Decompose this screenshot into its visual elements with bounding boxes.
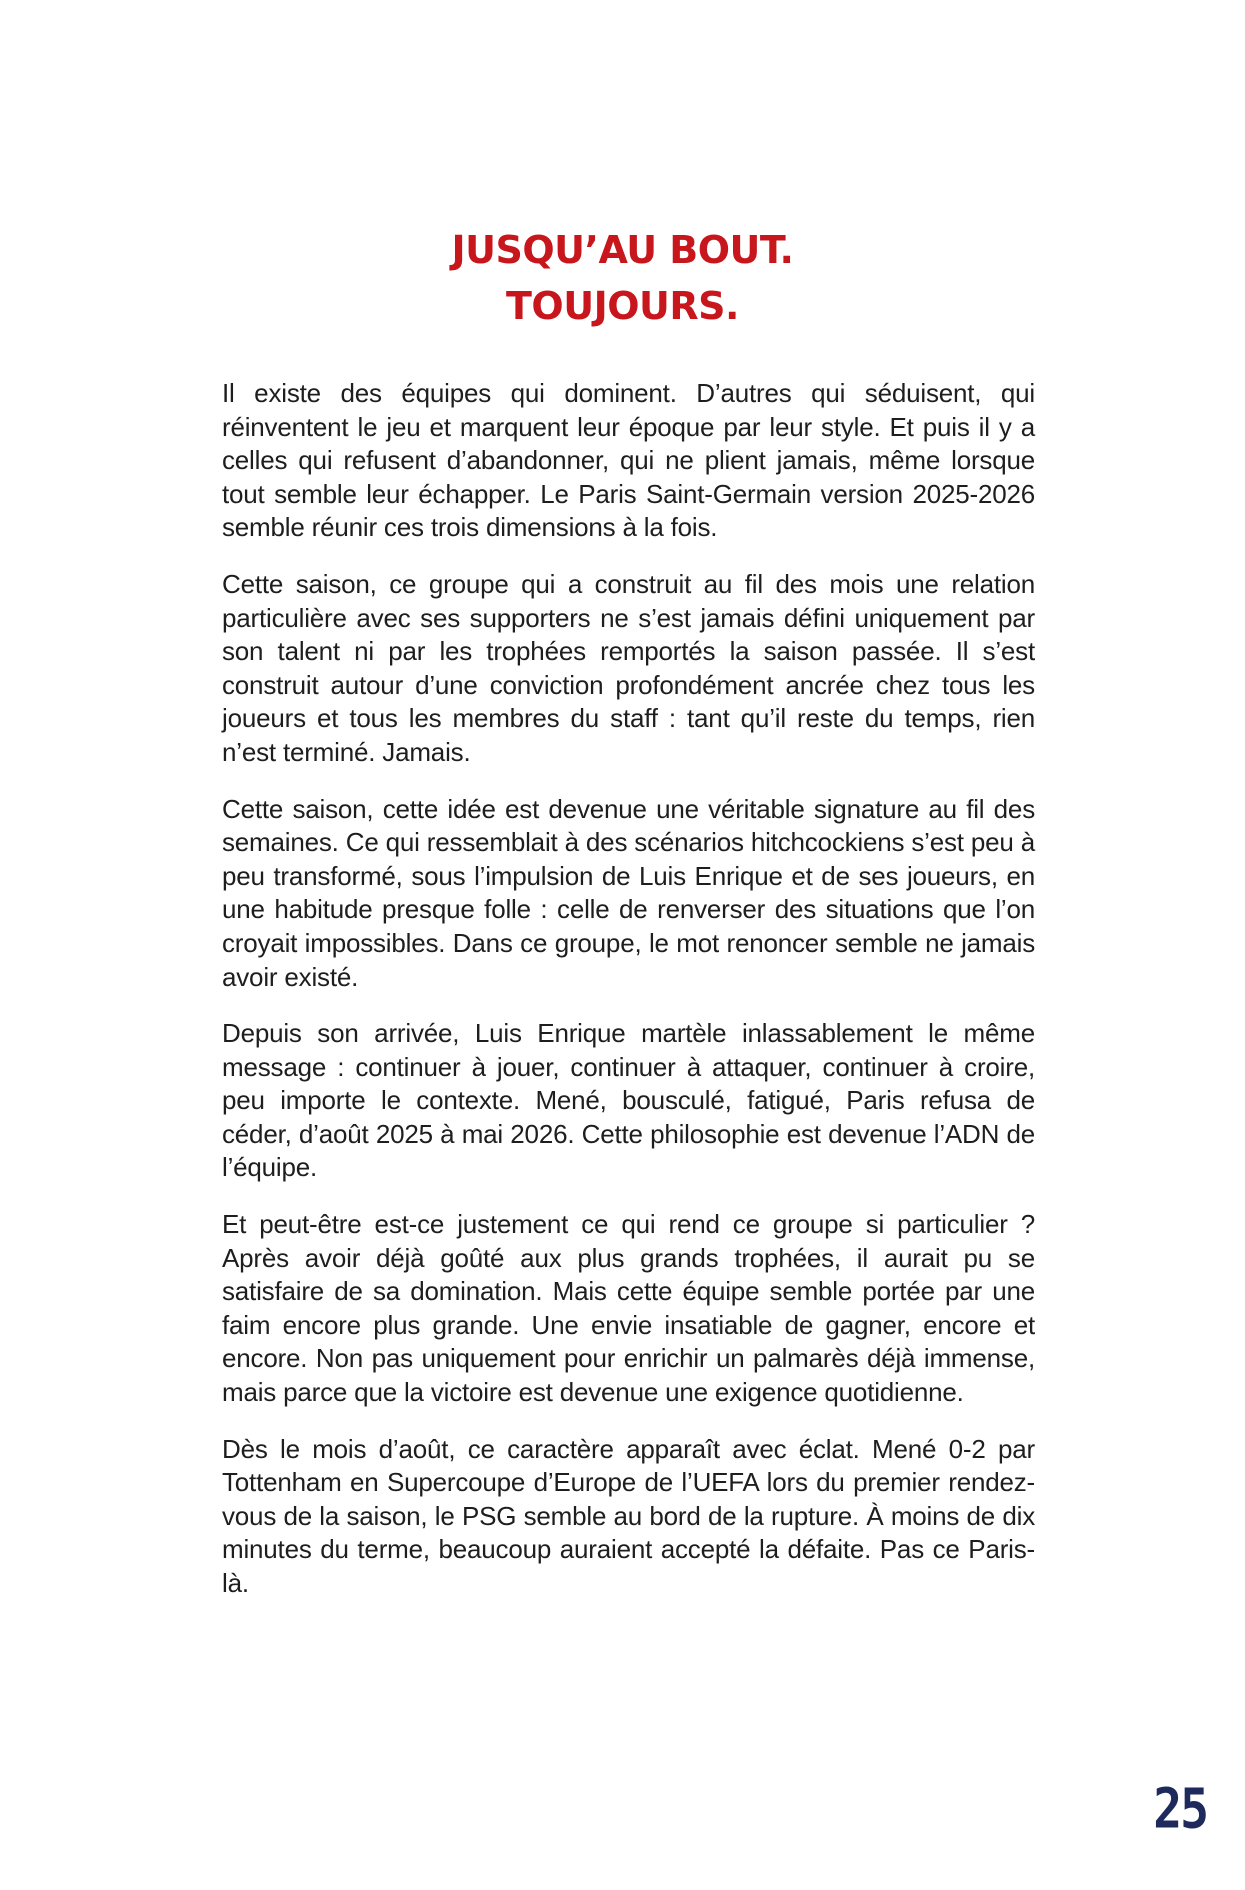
page-number: 25 xyxy=(1153,1776,1207,1842)
paragraph-5: Et peut-être est-ce justement ce qui rend ce groupe si particulier ? Après avoir déjà goûté aux plus grands trophées, il aurait pu se satisfaire de sa domination. Mais cette équipe semble portée par une faim encore plus grande. Une envie insatiable de gagner, encore et encore. Non pas uniquement pour enrichir un palmarès déjà immense, mais parce que la victoire est devenue une exigence quotidienne. xyxy=(222,1209,1035,1408)
paragraph-1: Il existe des équipes qui dominent. D’autres qui séduisent, qui réinventent le jeu et marquent leur époque par leur style. Et puis il y a celles qui refusent d’abandonner, qui ne plient jamais, même lorsque tout semble leur échapper. Le Paris Saint-Germain version 2025-2026 semble réunir ces trois dimensions à la fois. xyxy=(222,378,1035,543)
paragraph-6: Dès le mois d’août, ce caractère apparaît avec éclat. Mené 0-2 par Tottenham en Supercoupe d’Europe de l’UEFA lors du premier rendez-vous de la saison, le PSG semble au bord de la rupture. À moins de dix minutes du terme, beaucoup auraient accepté la défaite. Pas ce Paris-là. xyxy=(222,1433,1035,1598)
page-title xyxy=(0,222,1245,334)
title-line-2: TOUJOURS. xyxy=(506,284,739,328)
article-body xyxy=(222,377,1035,1624)
paragraph-4: Depuis son arrivée, Luis Enrique martèle inlassablement le même message : continuer à jouer, continuer à attaquer, continuer à croire, peu importe le contexte. Mené, bousculé, fatigué, Paris refusa de céder, d’août 2025 à mai 2026. Cette philosophie est devenue l’ADN de l’équipe. xyxy=(222,1018,1035,1183)
paragraph-3: Cette saison, cette idée est devenue une véritable signature au fil des semaines. Ce qui ressemblait à des scénarios hitchcockiens s’est peu à peu transformé, sous l’impulsion de Luis Enrique et de ses joueurs, en une habitude presque folle : celle de renverser des situations que l’on croyait impossibles. Dans ce groupe, le mot renoncer semble ne jamais avoir existé. xyxy=(222,793,1035,992)
title-line-1: JUSQU’AU BOUT. xyxy=(451,228,794,272)
paragraph-2: Cette saison, ce groupe qui a construit au fil des mois une relation particulière avec ses supporters ne s’est jamais défini uniquement par son talent ni par les trophées remportés la saison passée. Il s’est construit autour d’une conviction profondément ancrée chez tous les joueurs et tous les membres du staff : tant qu’il reste du temps, rien n’est terminé. Jamais. xyxy=(222,568,1035,767)
